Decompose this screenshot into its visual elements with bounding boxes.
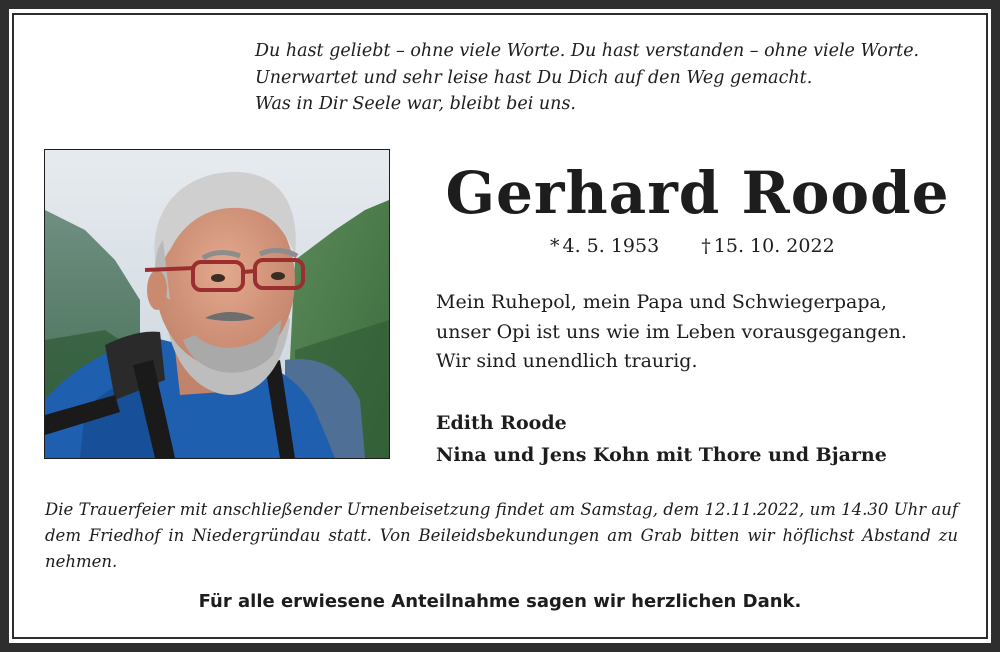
thanks-line: Für alle erwiesene Anteilnahme sagen wir herzlichen Dank. bbox=[198, 591, 802, 612]
message-line: Mein Ruhepol, mein Papa und Schwiegerpapa, bbox=[436, 291, 887, 313]
message-line: Wir sind unendlich traurig. bbox=[436, 350, 698, 372]
message-line: unser Opi ist uns wie im Leben vorausgegangen. bbox=[436, 320, 907, 343]
signer-name: Edith Roode bbox=[436, 412, 567, 434]
death-cross-symbol: † bbox=[701, 235, 711, 257]
birth-date: 4. 5. 1953 bbox=[562, 235, 660, 257]
life-dates bbox=[550, 232, 835, 260]
death-date: 15. 10. 2022 bbox=[713, 235, 835, 257]
birth-symbol: * bbox=[550, 235, 560, 257]
signer-name: Nina und Jens Kohn mit Thore und Bjarne bbox=[436, 444, 887, 466]
family-message bbox=[436, 288, 907, 377]
poem-verse bbox=[255, 38, 919, 118]
portrait-photo bbox=[44, 149, 390, 459]
poem-line: Du hast geliebt – ohne viele Worte. Du hast verstanden – ohne viele Worte. bbox=[255, 41, 920, 61]
funeral-notice: Die Trauerfeier mit anschließender Urnenbeisetzung findet am Samstag, dem 12.11.2022, um 14.30 Uhr auf dem Friedhof in Niedergründau statt. Von Beileidsbekundungen am Grab bitten wir höflichst Abstand zu nehmen. bbox=[45, 500, 958, 571]
poem-line: Was in Dir Seele war, bleibt bei uns. bbox=[255, 94, 576, 114]
deceased-name: Gerhard Roode bbox=[445, 159, 950, 227]
poem-line: Unerwartet und sehr leise hast Du Dich auf den Weg gemacht. bbox=[255, 67, 813, 88]
signers-block bbox=[436, 407, 887, 471]
